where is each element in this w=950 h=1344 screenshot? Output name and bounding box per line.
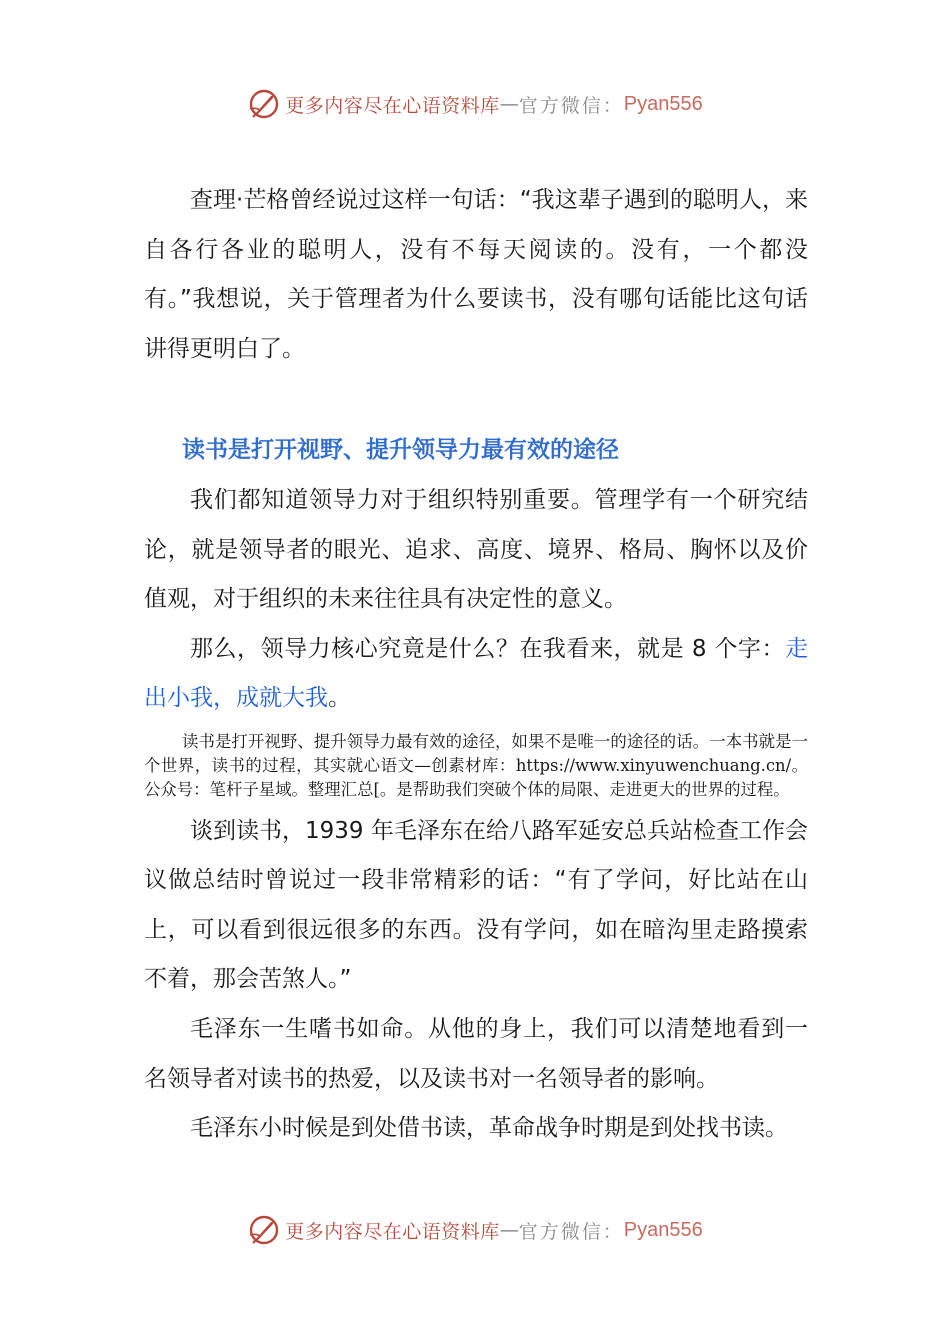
wechat-id: Pyan556 [623, 1218, 703, 1241]
brand-name: 更多内容尽在心语资料库 [285, 1220, 500, 1243]
brand-name: 更多内容尽在心语资料库 [285, 94, 500, 117]
paragraph-mao-borrow-books: 毛泽东小时候是到处借书读，革命战争时期是到处找书读。 [190, 1115, 788, 1142]
paragraph-leadership: 我们都知道领导力对于组织特别重要。管理学有一个研究结论，就是领导者的眼光、追求、高度、境界、格局、胸怀以及价值观，对于组织的未来往往具有决定性的意义。 [144, 486, 808, 613]
paragraph-mao-love-books: 毛泽东一生嗜书如命。从他的身上，我们可以清楚地看到一名领导者对读书的热爱，以及读书对一名领导者的影响。 [144, 1015, 808, 1092]
highlight-phrase: 走出小我，成就大我 [144, 635, 808, 712]
banner-separator: — [499, 93, 519, 115]
paragraph-mao-1939: 谈到读书，1939 年毛泽东在给八路军延安总兵站检查工作会议做总结时曾说过一段非常精彩的话：“有了学问，好比站在山上，可以看到很远很多的东西。没有学问，如在暗沟里走路摸索不着，那会苦煞人。” [144, 817, 808, 993]
paragraph-end-punct: 。 [328, 685, 351, 712]
banner-separator: — [499, 1219, 519, 1241]
source-note: 读书是打开视野、提升领导力最有效的途径，如果不是唯一的途径的话。一本书就是一个世界，读书的过程，其实就心语文—创素材库：https://www.xinyuwenchuang.cn/。公众号：笔杆子星域。整理汇总[。是帮助我们突破个体的局限、走进更大的世界的过程。 [144, 731, 808, 800]
quill-pen-logo-icon [247, 1213, 281, 1247]
section-heading: 读书是打开视野、提升领导力最有效的途径 [182, 437, 619, 464]
wechat-id: Pyan556 [623, 92, 703, 115]
footer-banner [0, 1212, 950, 1248]
leadership-core-text: 那么，领导力核心究竟是什么？在我看来，就是 8 个字： [190, 635, 785, 662]
header-banner [0, 86, 950, 122]
paragraph-munger-quote: 查理·芒格曾经说过这样一句话：“我这辈子遇到的聪明人，来自各行各业的聪明人，没有不每天阅读的。没有，一个都没有。”我想说，关于管理者为什么要读书，没有哪句话能比这句话讲得更明白了。 [144, 187, 808, 362]
paragraph-leadership-core [144, 625, 808, 724]
quill-pen-logo-icon [247, 87, 281, 121]
wechat-label: 官方微信： [518, 1220, 624, 1243]
wechat-label: 官方微信： [518, 94, 624, 117]
article-body [144, 176, 808, 1154]
